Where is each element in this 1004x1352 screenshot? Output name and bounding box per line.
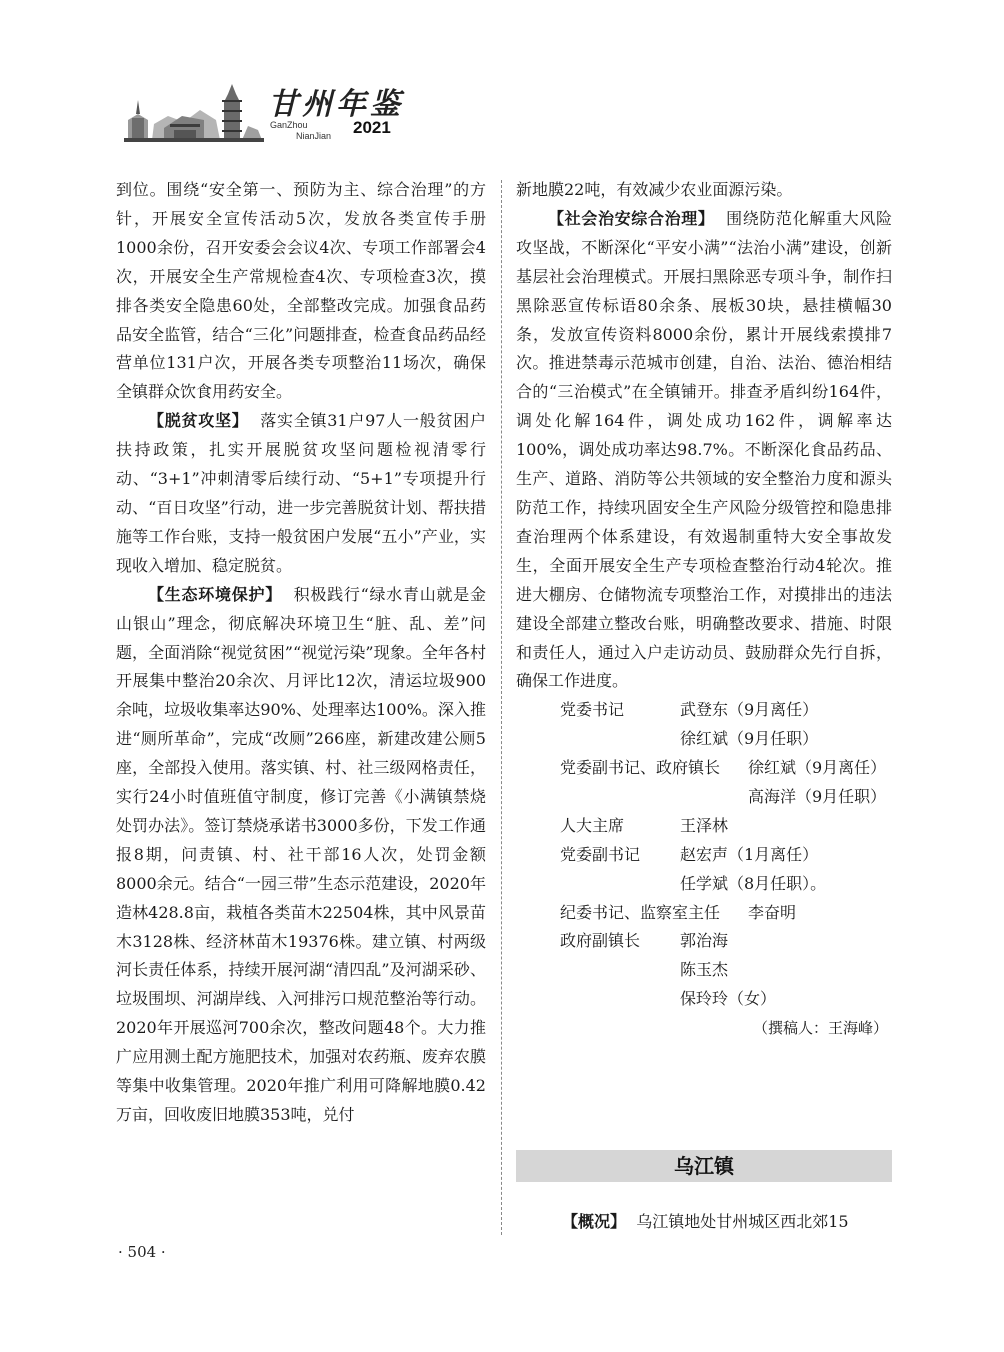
roster-name: 王泽林 [680, 815, 729, 835]
paragraph-public-security [516, 205, 892, 696]
roster-row [516, 870, 892, 899]
roster-role: 政府副镇长 [560, 931, 641, 951]
paragraph-ecology [116, 581, 486, 1130]
roster-name: 赵宏声（1月离任） [680, 844, 819, 864]
roster-row [516, 927, 892, 956]
author-credit: （撰稿人：王海峰） [752, 1019, 888, 1038]
roster-name: 徐红斌（9月离任） [748, 758, 887, 778]
section-title-wujiang: 乌江镇 [516, 1150, 892, 1182]
roster-row [516, 696, 892, 725]
roster-row [516, 725, 892, 754]
body-ecology: 积极践行“绿水青山就是金山银山”理念，彻底解决环境卫生“脏、乱、差”问题，全面消除“视觉贫困”“视觉污染”现象。全年各村开展集中整治20余次、月评比12次，清运垃圾900余吨，垃圾收集率达90%、处理率达100%。深入推进“厕所革命”，完成“改厕”266座，新建改建公厕5座，全部投入使用。落实镇、村、社三级网格责任，实行24小时值班值守制度，修订完善《小满镇禁烧处罚办法》。签订禁烧承诺书3000多份，下发工作通报8期，问责镇、村、社干部16人次，处罚金额8000余元。结合“一园三带”生态示范建设，2020年造林428.8亩，栽植各类苗木22504株，其中风景苗木3128株、经济林苗木19376株。建立镇、村两级河长责任体系，持续开展河湖“清四乱”及河湖采砂、垃圾围坝、河湖岸线、入河排污口规范整治等行动。2020年开展巡河700余次，整改问题48个。大力推广应用测土配方施肥技术，加强对农药瓶、废弃农膜等集中收集管理。2020年推广利用可降解地膜0.42万亩，回收废旧地膜353吨，兑付 [116, 584, 486, 1124]
paragraph-wujiang-overview [562, 1208, 892, 1236]
roster-row [516, 754, 892, 783]
heading-ecology: 【生态环境保护】 [148, 584, 282, 604]
roster-role: 人大主席 [560, 815, 625, 835]
roster-role: 党委副书记 [560, 844, 641, 864]
column-divider [501, 180, 502, 1235]
roster-name: 保玲玲（女） [680, 989, 777, 1009]
roster-row [516, 812, 892, 841]
roster-name: 李奋明 [748, 902, 797, 922]
right-column [516, 176, 892, 1043]
yearbook-logo: 甘州年鉴 [268, 87, 404, 122]
roster-name: 任学斌（8月任职）。 [680, 873, 827, 893]
roster-row [516, 956, 892, 985]
paragraph-poverty-alleviation [116, 407, 486, 580]
body-poverty-alleviation: 落实全镇31户97人一般贫困户扶持政策，扎实开展脱贫攻坚问题检视清零行动、“3+1”冲刺清零后续行动、“5+1”专项提升行动、“百日攻坚”行动，进一步完善脱贫计划、帮扶措施等工作台账，支持一般贫困户发展“五小”产业，实现收入增加、稳定脱贫。 [116, 411, 486, 575]
paragraph-ecology-end: 新地膜22吨，有效减少农业面源污染。 [516, 180, 793, 199]
roster-role: 纪委书记、监察室主任 [560, 902, 721, 922]
left-column [116, 176, 486, 1130]
roster-role: 党委副书记、政府镇长 [560, 758, 721, 778]
roster-name: 徐红斌（9月任职） [680, 729, 819, 749]
personnel-roster [516, 696, 892, 1014]
roster-row [516, 985, 892, 1014]
yearbook-year: 2021 [353, 118, 391, 137]
roster-row [516, 783, 892, 812]
roster-name: 陈玉杰 [680, 960, 729, 980]
paragraph-safety-continued: 到位。围绕“安全第一、预防为主、综合治理”的方针，开展安全宣传活动5次，发放各类宣传手册1000余份，召开安委会会议4次、专项工作部署会4次，开展安全生产常规检查4次、专项检查3次，摸排各类安全隐患60处，全部整改完成。加强食品药品安全监管，结合“三化”问题排查，检查食品药品经营单位131户次，开展各类专项整治11场次，确保全镇群众饮食用药安全。 [116, 180, 486, 402]
roster-name: 高海洋（9月任职） [748, 786, 887, 806]
logo-subtitle-ganzhou: GanZhou [270, 120, 308, 130]
roster-row [516, 899, 892, 928]
header-landmark-illustration [124, 80, 264, 142]
body-overview: 乌江镇地处甘州城区西北郊15 [636, 1212, 849, 1231]
heading-public-security: 【社会治安综合治理】 [548, 208, 715, 228]
roster-row [516, 841, 892, 870]
logo-subtitle-nianjian: NianJian [296, 131, 332, 141]
page-number: · 504 · [118, 1243, 166, 1261]
body-public-security: 围绕防范化解重大风险攻坚战，不断深化“平安小满”“法治小满”建设，创新基层社会治理模式。开展扫黑除恶专项斗争，制作扫黑除恶宣传标语80余条、展板30块，悬挂横幅30条，发放宣传资料8000余份，累计开展线索摸排7次。推进禁毒示范城市创建，自治、法治、德治相结合的“三治模式”在全镇铺开。排查矛盾纠纷164件，调处化解164件，调处成功162件，调解率达100%，调处成功率达98.7%。不断深化食品药品、生产、道路、消防等公共领域的安全整治力度和源头防范工作，持续巩固安全生产风险分级管控和隐患排查治理两个体系建设，有效遏制重特大安全事故发生，全面开展安全生产专项检查整治行动4轮次。推进大棚房、仓储物流专项整治工作，对摸排出的违法建设全部建立整改台账，明确整改要求、措施、时限和责任人，通过入户走访动员、鼓励群众先行自拆，确保工作进度。 [516, 208, 892, 691]
heading-poverty-alleviation: 【脱贫攻坚】 [148, 411, 249, 431]
roster-role: 党委书记 [560, 700, 625, 720]
roster-name: 武登东（9月离任） [680, 700, 819, 720]
heading-overview: 【概况】 [562, 1212, 627, 1231]
roster-name: 郭治海 [680, 931, 729, 951]
